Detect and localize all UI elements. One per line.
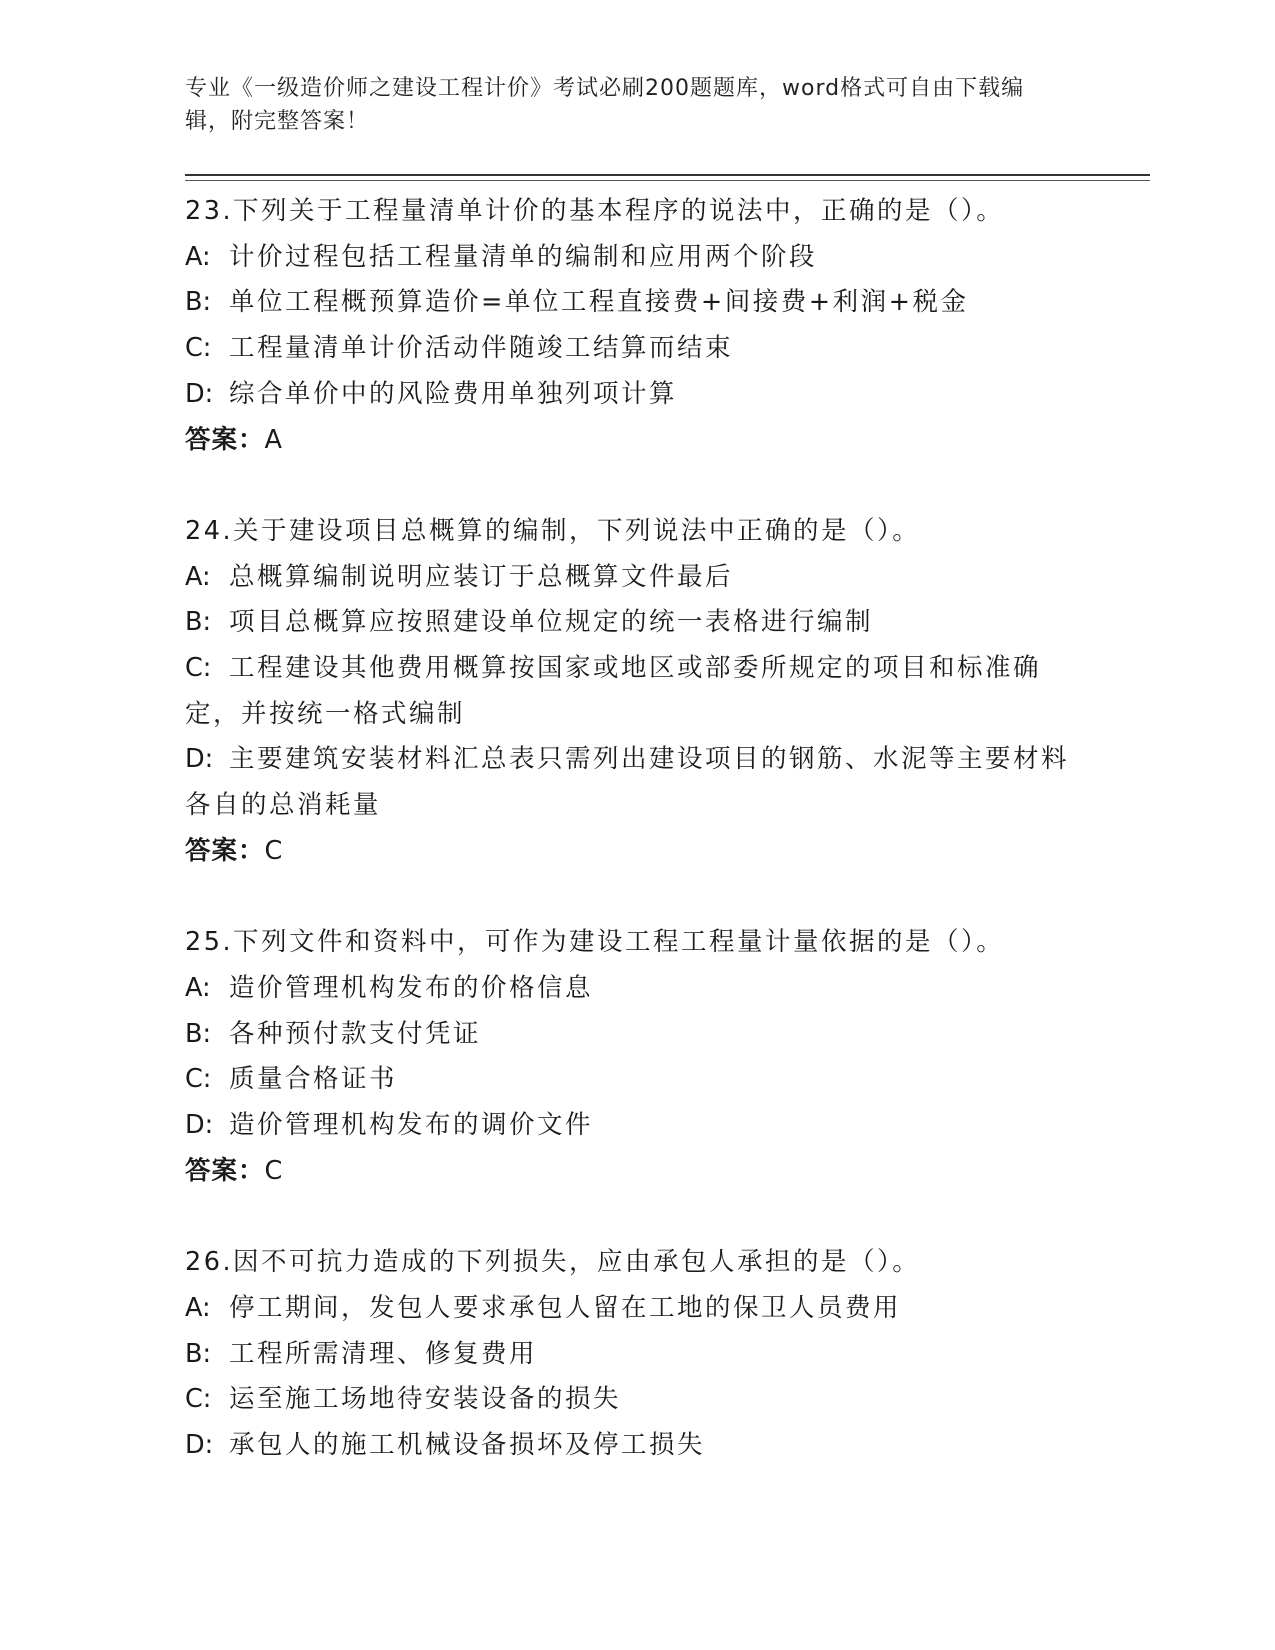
option-label: A: <box>185 561 211 592</box>
option-text: 造价管理机构发布的价格信息 <box>229 972 594 1003</box>
answer-line <box>185 829 1085 875</box>
question-24 <box>185 509 1085 875</box>
spacer <box>185 875 1085 921</box>
question-stem: 25.下列文件和资料中，可作为建设工程工程量计量依据的是（）。 <box>185 927 1005 958</box>
option-b <box>185 1332 1085 1378</box>
answer-value: A <box>264 424 283 455</box>
option-text: 停工期间，发包人要求承包人留在工地的保卫人员费用 <box>229 1292 902 1323</box>
option-b <box>185 600 1085 646</box>
option-text: 造价管理机构发布的调价文件 <box>229 1110 594 1141</box>
option-a <box>185 966 1085 1012</box>
question-stem: 24.关于建设项目总概算的编制，下列说法中正确的是（）。 <box>185 515 921 546</box>
option-label: A: <box>185 241 211 272</box>
option-a <box>185 235 1085 281</box>
question-list <box>185 189 1085 1469</box>
answer-label: 答案： <box>185 424 265 455</box>
option-text: 运至施工场地待安装设备的损失 <box>229 1384 622 1415</box>
option-label: B: <box>185 287 212 318</box>
answer-line <box>185 418 1085 464</box>
option-text: 计价过程包括工程量清单的编制和应用两个阶段 <box>229 241 818 272</box>
option-text: 工程建设其他费用概算按国家或地区或部委所规定的项目和标准确定，并按统一格式编制 <box>185 653 1042 729</box>
option-label: A: <box>185 972 211 1003</box>
option-label: D: <box>185 378 214 409</box>
option-text: 总概算编制说明应装订于总概算文件最后 <box>229 561 734 592</box>
option-label: D: <box>185 744 214 775</box>
option-label: B: <box>185 1338 212 1369</box>
option-label: D: <box>185 1110 214 1141</box>
option-text: 承包人的施工机械设备损坏及停工损失 <box>229 1429 706 1460</box>
option-d <box>185 1103 1085 1149</box>
option-b <box>185 280 1085 326</box>
header-rule-thin <box>185 180 1150 181</box>
option-label: B: <box>185 1018 212 1049</box>
option-c <box>185 646 1085 737</box>
option-d <box>185 372 1085 418</box>
option-text: 各种预付款支付凭证 <box>229 1018 482 1049</box>
answer-label: 答案： <box>185 1155 265 1186</box>
option-c <box>185 1377 1085 1423</box>
option-text: 工程所需清理、修复费用 <box>229 1338 538 1369</box>
option-label: C: <box>185 333 212 364</box>
spacer <box>185 1194 1085 1240</box>
option-d <box>185 1423 1085 1469</box>
option-text: 工程量清单计价活动伴随竣工结算而结束 <box>229 333 734 364</box>
question-stem: 26.因不可抗力造成的下列损失，应由承包人承担的是（）。 <box>185 1247 921 1278</box>
answer-line <box>185 1149 1085 1195</box>
option-b <box>185 1012 1085 1058</box>
option-a <box>185 555 1085 601</box>
answer-value: C <box>264 835 284 866</box>
option-label: C: <box>185 653 212 684</box>
spacer <box>185 463 1085 509</box>
header-rule-thick <box>185 174 1150 176</box>
option-label: D: <box>185 1429 214 1460</box>
option-label: C: <box>185 1384 212 1415</box>
document-header: 专业《一级造价师之建设工程计价》考试必刷200题题库，word格式可自由下载编辑，附完整答案！ <box>185 76 1025 134</box>
option-label: A: <box>185 1292 211 1323</box>
option-text: 质量合格证书 <box>229 1064 398 1095</box>
question-23 <box>185 189 1085 463</box>
answer-label: 答案： <box>185 835 265 866</box>
option-label: B: <box>185 607 212 638</box>
option-d <box>185 737 1085 828</box>
option-c <box>185 1057 1085 1103</box>
option-label: C: <box>185 1064 212 1095</box>
question-26 <box>185 1240 1085 1469</box>
option-a <box>185 1286 1085 1332</box>
option-c <box>185 326 1085 372</box>
question-25 <box>185 920 1085 1194</box>
option-text: 主要建筑安装材料汇总表只需列出建设项目的钢筋、水泥等主要材料各自的总消耗量 <box>185 744 1070 821</box>
question-stem: 23.下列关于工程量清单计价的基本程序的说法中，正确的是（）。 <box>185 196 1005 226</box>
option-text: 综合单价中的风险费用单独列项计算 <box>229 378 678 409</box>
answer-value: C <box>264 1155 284 1186</box>
option-text: 单位工程概预算造价=单位工程直接费+间接费+利润+税金 <box>229 287 969 318</box>
option-text: 项目总概算应按照建设单位规定的统一表格进行编制 <box>229 607 874 638</box>
